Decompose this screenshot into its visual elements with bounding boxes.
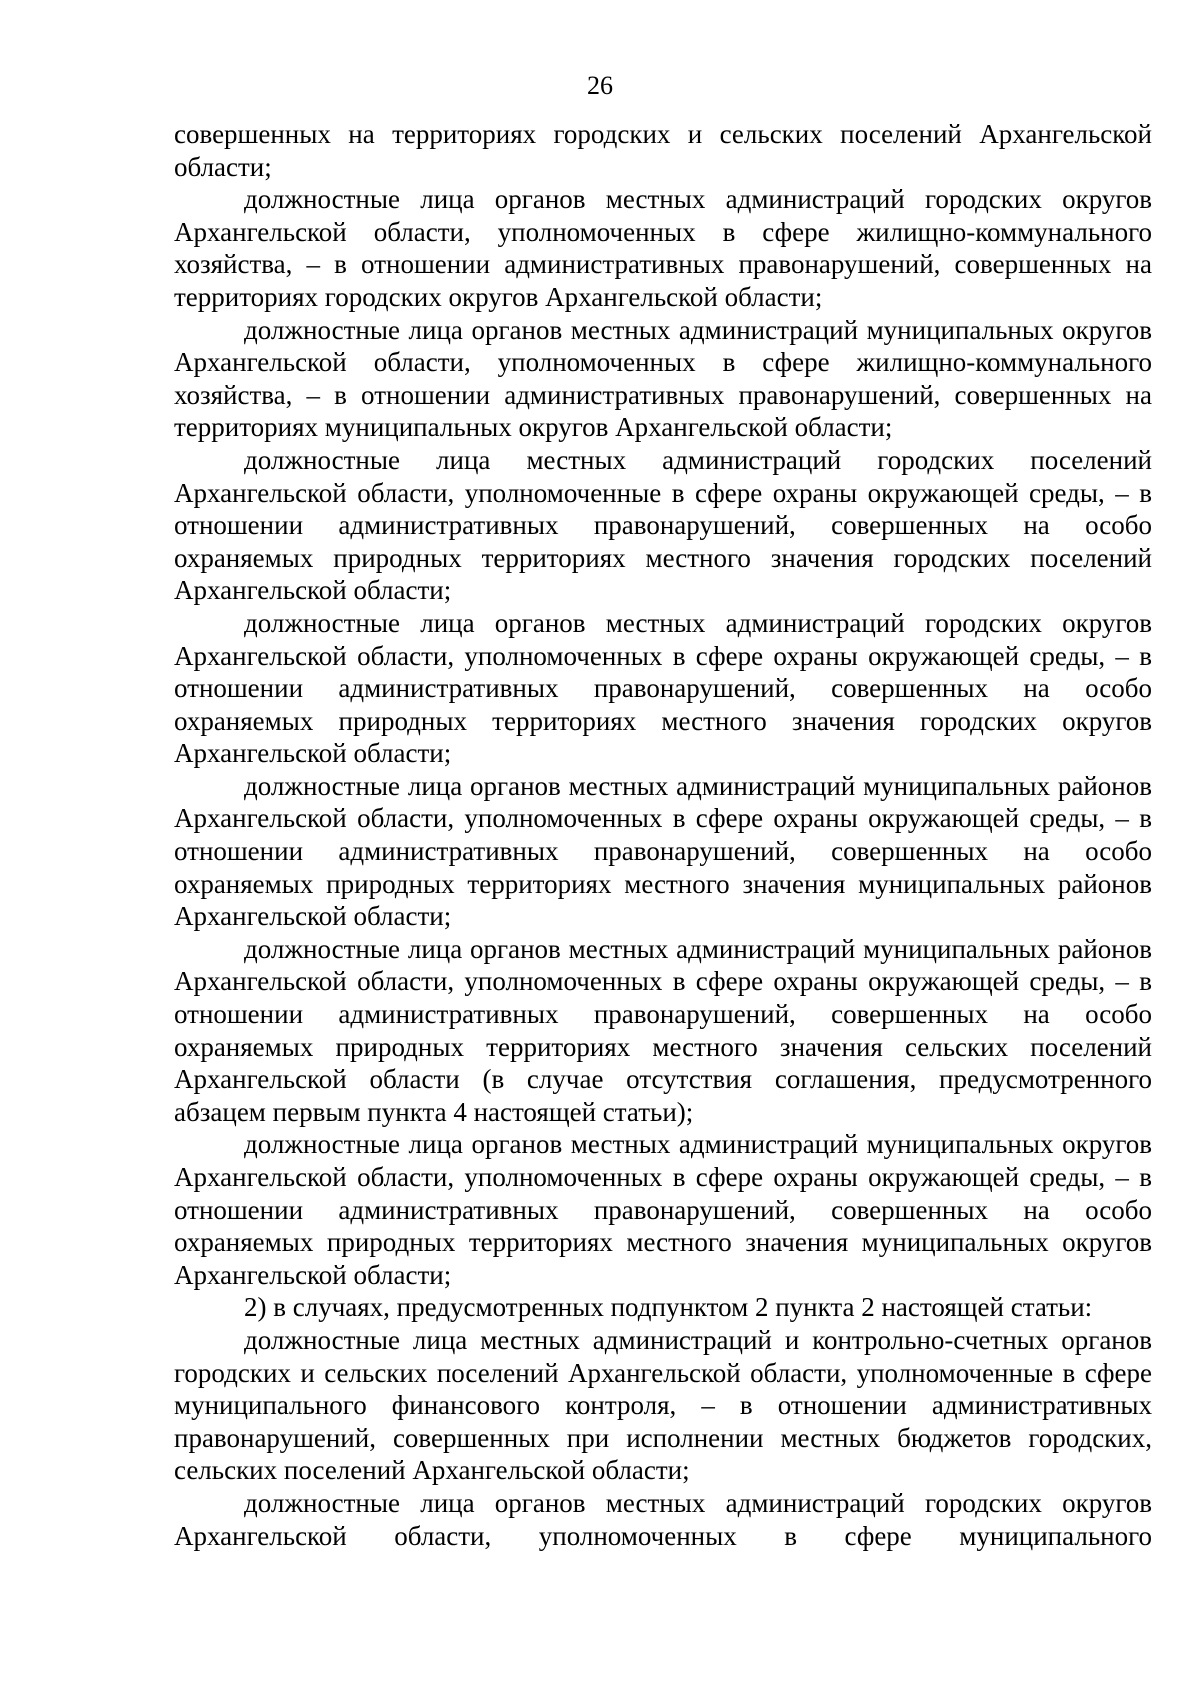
paragraph: должностные лица местных администраций городских поселений Архангельской области, уполномоченные в сфере охраны окружающей среды, – в отношении административных правонарушений, совершенных на особо охраняемых природных территориях местного значения городских поселений Архангельской области; xyxy=(174,444,1152,606)
document-body xyxy=(174,118,1152,1552)
page-number: 26 xyxy=(587,71,613,100)
paragraph: должностные лица органов местных администраций муниципальных районов Архангельской области, уполномоченных в сфере охраны окружающей среды, – в отношении административных правонарушений, совершенных на особо охраняемых природных территориях местного значения сельских поселений Архангельской области (в случае отсутствия соглашения, предусмотренного абзацем первым пункта 4 настоящей статьи); xyxy=(174,933,1152,1127)
paragraph: должностные лица органов местных администраций муниципальных районов Архангельской области, уполномоченных в сфере охраны окружающей среды, – в отношении административных правонарушений, совершенных на особо охраняемых природных территориях местного значения муниципальных районов Архангельской области; xyxy=(174,770,1152,932)
paragraph-last: должностные лица органов местных администраций городских округов Архангельской области, уполномоченных в сфере муниципального xyxy=(174,1487,1152,1551)
paragraph: должностные лица органов местных администраций муниципальных округов Архангельской области, уполномоченных в сфере жилищно-коммунального хозяйства, – в отношении административных правонарушений, совершенных на территориях муниципальных округов Архангельской области; xyxy=(174,314,1152,443)
paragraph: должностные лица органов местных администраций городских округов Архангельской области, уполномоченных в сфере жилищно-коммунального хозяйства, – в отношении административных правонарушений, совершенных на территориях городских округов Архангельской области; xyxy=(174,184,1152,312)
paragraph: должностные лица органов местных администраций муниципальных округов Архангельской области, уполномоченных в сфере охраны окружающей среды, – в отношении административных правонарушений, совершенных на особо охраняемых природных территориях местного значения муниципальных округов Архангельской области; xyxy=(174,1129,1152,1290)
paragraph: должностные лица органов местных администраций городских округов Архангельской области, уполномоченных в сфере охраны окружающей среды, – в отношении административных правонарушений, совершенных на особо охраняемых природных территориях местного значения городских округов Архангельской области; xyxy=(174,607,1152,769)
paragraph: 2) в случаях, предусмотренных подпунктом 2 пункта 2 настоящей статьи: xyxy=(244,1292,1093,1323)
paragraph: совершенных на территориях городских и сельских поселений Архангельской области; xyxy=(174,119,1152,182)
paragraph: должностные лица местных администраций и контрольно-счетных органов городских и сельских поселений Архангельской области, уполномоченные в сфере муниципального финансового контроля, – в отношении административных правонарушений, совершенных при исполнении местных бюджетов городских, сельских поселений Архангельской области; xyxy=(174,1324,1152,1486)
